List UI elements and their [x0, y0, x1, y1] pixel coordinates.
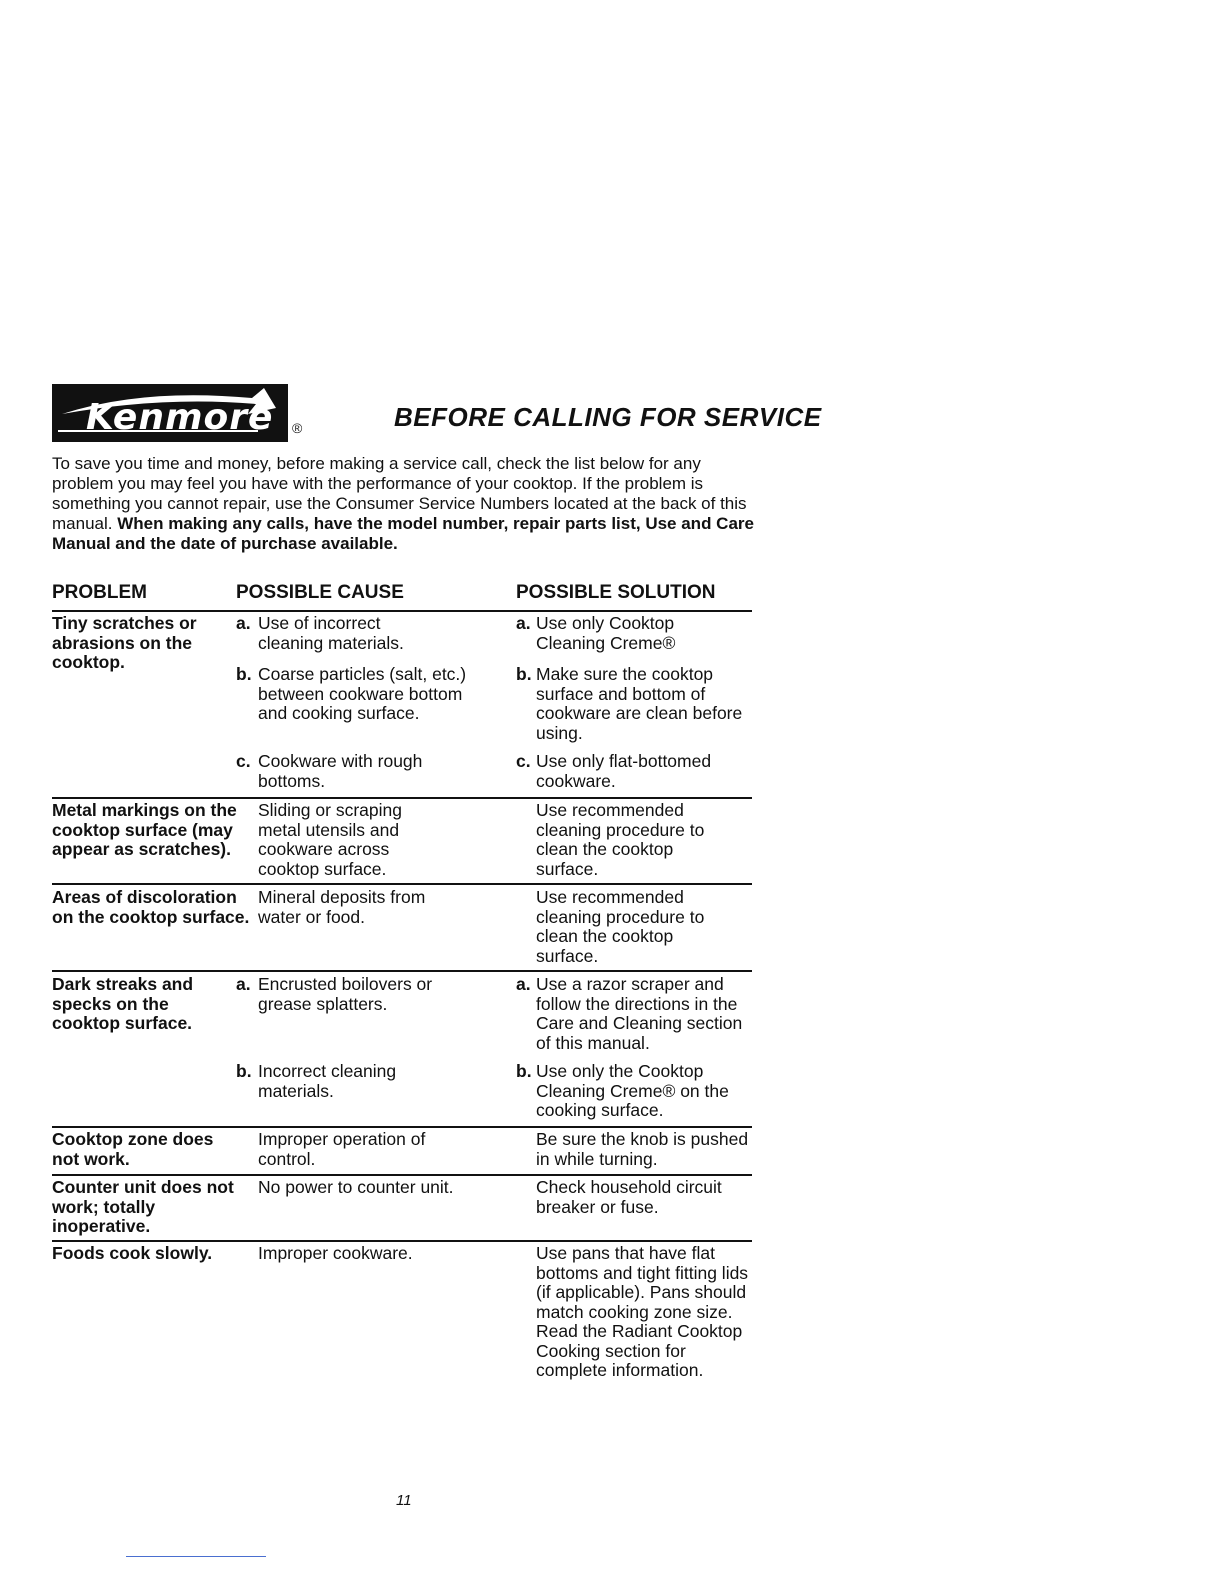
solution-1a: Use only Cooktop Cleaning Creme®	[536, 613, 676, 653]
cause-4a: Encrusted boilovers or grease splatters.	[258, 974, 433, 1014]
cause-5: Improper operation of control.	[258, 1129, 426, 1169]
registered-mark: ®	[292, 420, 303, 436]
problem-6: Counter unit does not work; totally inoperative.	[52, 1177, 234, 1236]
row-rule	[52, 970, 752, 972]
solution-3: Use recommended cleaning procedure to clean the cooktop surface.	[536, 887, 705, 966]
cause-1c: Cookware with rough bottoms.	[258, 751, 423, 791]
cause-2: Sliding or scraping metal utensils and cookware across cooktop surface.	[258, 800, 402, 879]
solution-4a-label: a.	[516, 974, 531, 994]
row-rule	[52, 1240, 752, 1242]
header-rule	[52, 610, 752, 612]
problem-1: Tiny scratches or abrasions on the cooktop.	[52, 613, 197, 672]
page-header	[52, 384, 822, 444]
problem-5: Cooktop zone does not work.	[52, 1129, 214, 1169]
cause-1b: Coarse particles (salt, etc.) between cookware bottom and cooking surface.	[258, 664, 467, 723]
page-title: BEFORE CALLING FOR SERVICE	[394, 402, 822, 432]
problem-3: Areas of discoloration on the cooktop surface.	[52, 887, 250, 927]
problem-4: Dark streaks and specks on the cooktop surface.	[52, 974, 194, 1033]
row-rule	[52, 883, 752, 885]
solution-7: Use pans that have flat bottoms and tight fitting lids (if applicable). Pans should match cooking zone size. Read the Radiant Cooktop Cooking section for complete information.	[536, 1243, 749, 1380]
intro-text: To save you time and money, before making a service call, check the list below for any problem you may feel you have with the performance of your cooktop. If the problem is something you cannot repair, use the Consumer Service Numbers located at the back of this manual.	[52, 454, 747, 533]
intro-paragraph	[52, 454, 762, 554]
solution-4b: Use only the Cooktop Cleaning Creme® on the cooking surface.	[536, 1061, 729, 1120]
solution-4b-label: b.	[516, 1061, 532, 1081]
cause-1b-label: b.	[236, 664, 252, 684]
cause-1a: Use of incorrect cleaning materials.	[258, 613, 404, 653]
solution-1b-label: b.	[516, 664, 532, 684]
cause-7: Improper cookware.	[258, 1243, 413, 1263]
solution-2: Use recommended cleaning procedure to clean the cooktop surface.	[536, 800, 705, 879]
cause-1a-label: a.	[236, 613, 251, 633]
solution-5: Be sure the knob is pushed in while turning.	[536, 1129, 749, 1169]
row-rule	[52, 797, 752, 799]
cause-4b-label: b.	[236, 1061, 252, 1081]
solution-1c-label: c.	[516, 751, 531, 771]
problem-7: Foods cook slowly.	[52, 1243, 213, 1263]
cause-3: Mineral deposits from water or food.	[258, 887, 426, 927]
column-header-cause: POSSIBLE CAUSE	[236, 582, 404, 603]
cause-6: No power to counter unit.	[258, 1177, 454, 1197]
cause-1c-label: c.	[236, 751, 251, 771]
cause-4b: Incorrect cleaning materials.	[258, 1061, 397, 1101]
row-rule	[52, 1174, 752, 1176]
logo-text: Kenmore	[86, 397, 274, 438]
solution-1a-label: a.	[516, 613, 531, 633]
footer-line	[126, 1556, 266, 1557]
column-header-solution: POSSIBLE SOLUTION	[516, 582, 716, 603]
row-rule	[52, 1126, 752, 1128]
page-number: 11	[396, 1492, 412, 1509]
solution-6: Check household circuit breaker or fuse.	[536, 1177, 722, 1217]
solution-1c: Use only flat-bottomed cookware.	[536, 751, 712, 791]
cause-4a-label: a.	[236, 974, 251, 994]
problem-2: Metal markings on the cooktop surface (may appear as scratches).	[52, 800, 237, 859]
solution-1b: Make sure the cooktop surface and bottom of cookware are clean before using.	[536, 664, 743, 743]
kenmore-logo	[52, 384, 288, 442]
intro-bold-text: When making any calls, have the model number, repair parts list, Use and Care Manual and the date of purchase available.	[52, 514, 754, 553]
column-header-problem: PROBLEM	[52, 582, 147, 603]
solution-4a: Use a razor scraper and follow the directions in the Care and Cleaning section of this manual.	[536, 974, 743, 1053]
